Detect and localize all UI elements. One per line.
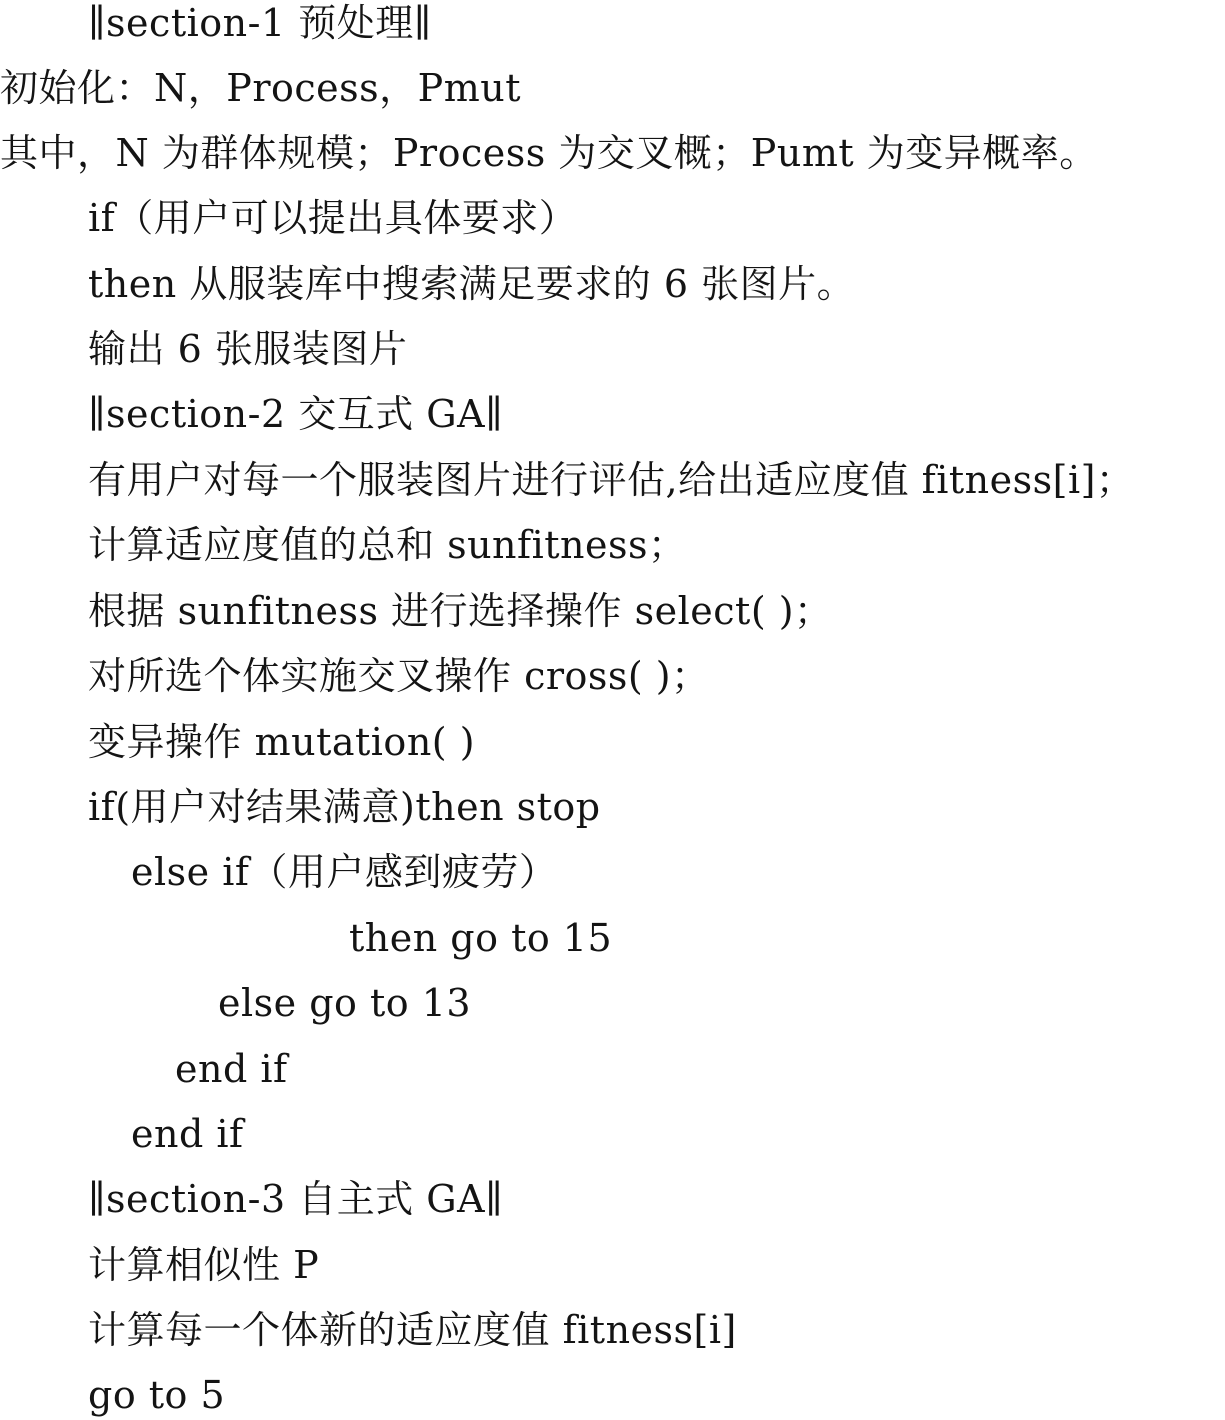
code-line-goto-5: go to 5: [88, 1373, 226, 1417]
init-line: 初始化：N，Process，Pmut: [0, 66, 521, 110]
code-line-else-if-tired: else if（用户感到疲劳）: [131, 850, 558, 894]
code-line-evaluate: 有用户对每一个服装图片进行评估,给出适应度值 fitness[i]；: [88, 458, 1135, 502]
section-2-heading: ∥section-2 交互式 GA∥: [88, 392, 504, 436]
code-line-select: 根据 sunfitness 进行选择操作 select( )；: [88, 589, 833, 633]
code-line-search: then 从服装库中搜索满足要求的 6 张图片。: [88, 262, 856, 306]
code-line-cross: 对所选个体实施交叉操作 cross( )；: [88, 654, 710, 698]
code-line-output: 输出 6 张服装图片: [88, 327, 408, 371]
code-line-new-fitness: 计算每一个体新的适应度值 fitness[i]: [88, 1308, 737, 1352]
code-line-end-if-outer: end if: [131, 1112, 244, 1156]
code-line-end-if-inner: end if: [175, 1047, 288, 1091]
section-3-heading: ∥section-3 自主式 GA∥: [88, 1177, 504, 1221]
code-line-if-satisfied: if(用户对结果满意)then stop: [88, 785, 601, 829]
section-1-heading: ∥section-1 预处理∥: [88, 1, 432, 45]
code-line-mutation: 变异操作 mutation( ): [88, 720, 476, 764]
parameter-definition-line: 其中，N 为群体规模；Process 为交叉概；Pumt 为变异概率。: [0, 131, 1098, 175]
code-line-sum-fitness: 计算适应度值的总和 sunfitness；: [88, 523, 687, 567]
code-line-else-goto-13: else go to 13: [218, 981, 472, 1025]
code-line-similarity: 计算相似性 P: [88, 1243, 320, 1287]
code-line-if-request: if（用户可以提出具体要求）: [88, 196, 578, 240]
code-line-goto-15: then go to 15: [349, 916, 613, 960]
